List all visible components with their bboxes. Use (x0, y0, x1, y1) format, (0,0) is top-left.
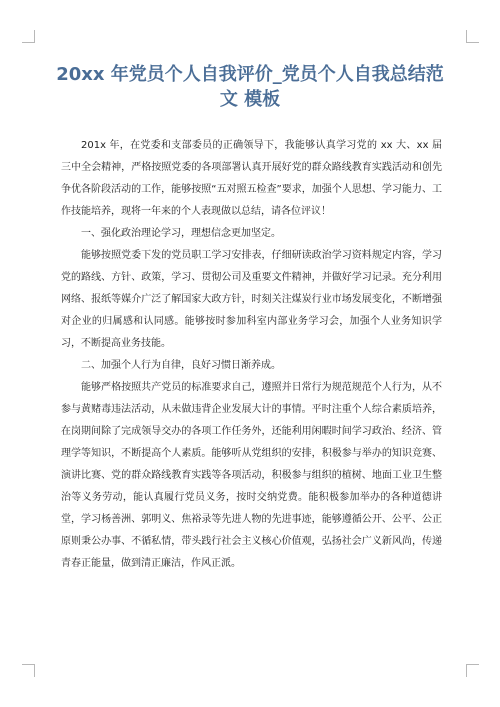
crop-mark-bottom-right (466, 664, 479, 677)
document-title (40, 62, 460, 112)
section-heading-1: 一、强化政治理论学习，理想信念更加坚定。 (81, 228, 281, 239)
section-heading-2: 二、加强个人行为自律，良好习惯日渐养成。 (81, 360, 281, 371)
crop-mark-top-right (466, 30, 479, 43)
crop-mark-top-left (22, 30, 35, 43)
section-2-paragraph: 能够严格按照共产党员的标准要求自己，遵照并日常行为规范规范个人行为，从不参与黄赌毒违法活动，从未做违背企业发展大计的事情。平时注重个人综合素质培养，在岗期间除了完成领导交办的各项工作任务外，还能利用闲暇时间学习政治、经济、管理学等知识，不断提高个人素质。能够听从党组织的安排，积极参与举办的知识竞赛、演讲比赛、党的群众路线教育实践等各项活动，积极参与组织的植树、地面工业卫生整治等义务劳动，能认真履行党员义务，按时交纳党费。能积极参加举办的各种道德讲堂，学习杨善洲、郭明义、焦裕录等先进人物的先进事迹，能够遵循公开、公平、公正原则秉公办事、不循私情，带头践行社会主义核心价值观，弘扬社会广义新风尚，传递青春正能量，做到清正廉洁，作风正派。 (61, 382, 442, 569)
intro-paragraph: 201x 年，在党委和支部委员的正确领导下，我能够认真学习党的 xx 大、xx 届三中全会精神，严格按照党委的各项部署认真开展好党的群众路线教育实践活动和创先争优各阶段活动的工作，能够按照“五对照五检查”要求，加强个人思想、学习能力、工作技能培养，现将一年来的个人表现做以总结，请各位评议！ (61, 140, 442, 217)
crop-mark-bottom-left (22, 664, 35, 677)
document-body (61, 135, 442, 575)
title-line-2: 文 模板 (219, 89, 281, 110)
section-1-paragraph: 能够按照党委下发的党员职工学习安排表，仔细研读政治学习资料规定内容，学习党的路线、方针、政策，学习、贯彻公司及重要文件精神，并做好学习记录。充分利用网络、报纸等媒介广泛了解国家大政方针，时刻关注煤炭行业市场发展变化，不断增强对企业的归属感和认同感。能够按时参加科室内部业务学习会，加强个人业务知识学习，不断提高业务技能。 (61, 250, 442, 349)
title-line-1: 20xx 年党员个人自我评价_党员个人自我总结范 (56, 64, 444, 85)
